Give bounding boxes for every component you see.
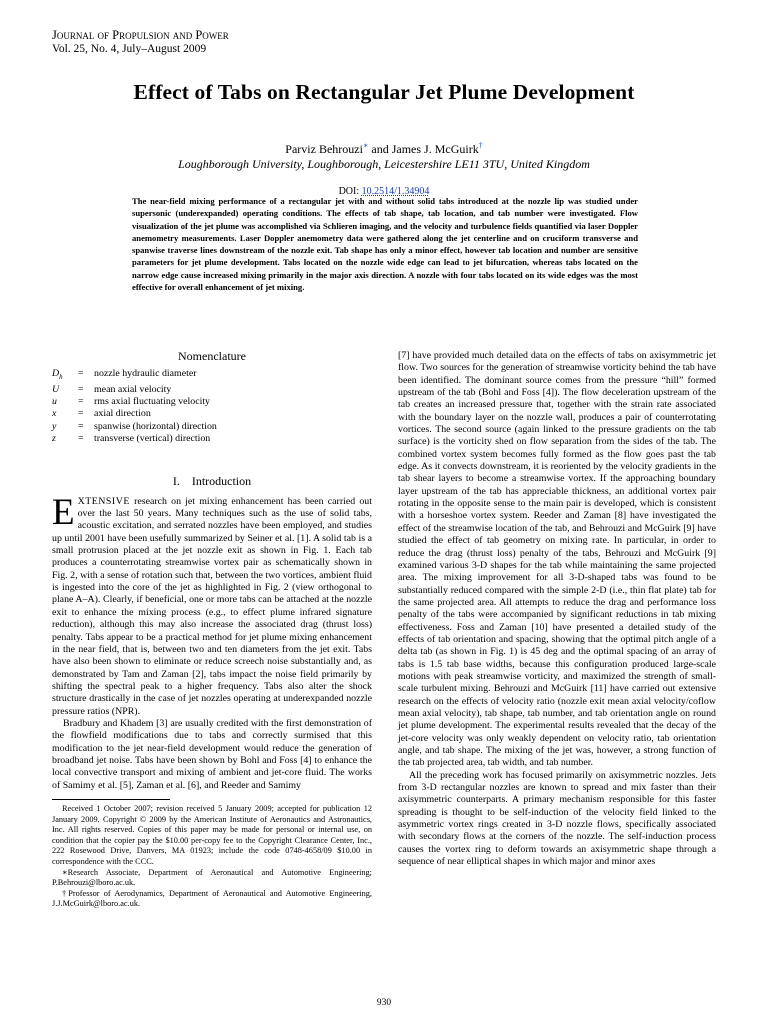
- nomenclature-row: [52, 384, 217, 396]
- nomenclature-symbol: y: [52, 420, 57, 432]
- intro-paragraph-3: [7] have provided much detailed data on the effects of tabs on axisymmetric jet flow. Two sources for the generation of streamwise vorticity behind the tab have been identified. The dominant source comes from the pressure “hill” formed upstream of the tab (Bohl and Foss [4]). The flow deceleration upstream of the tab creates an increased pressure that, together with the strain rate associated with the boundary layer on the nozzle wall, produces a pair of counterrotating vortices. The second source (again linked to the pressure gradients on the tab surface) is the vorticity shed on flow separation from the sides of the tab. The combined vortex system becomes fully formed as the flow goes past the tab edge. As it convects downstream, it is reoriented by the velocity gradients in the tab shear layers to become a streamwise vortex. If the approaching boundary layer upstream of the tab has appreciable thickness, an additional vortex pair rotating in the opposite sense to the main pair is developed, which is consistent with a horseshoe vortex system. Reeder and Zaman [8] have investigated the effect of the streamwise location of the tab, and Behrouzi and McGuirk [9] have studied the effect of tab geometry on mixing rate. In particular, in order to reduce the drag (thrust loss) penalty of the tabs, Behrouzi and McGuirk [9] examined various 3-D shapes for the tab while maintaining the same projected area. The mixing improvement for all 3-D-shaped tabs was found to be substantially reduced compared with the simple 2-D (i.e., thin flat plate) tab for the same projected area. All attempts to reduce the drag and performance loss penalty of the tabs were accompanied by significant reductions in tab mixing effectiveness. Foss and Zaman [10] have presented a detailed study of the effects of tab orientation and spacing, showing that the optimal pitch angle of a delta tab (as shown in Fig. 1) is 45 deg and the optimal spacing of an array of tabs is 1.5 tab base widths, because this configuration produced large-scale motions with peak streamwise vorticity, and maximized the strength of small-scale turbulent mixing. Behrouzi and McGuirk [11] have carried out extensive research on the effects of velocity ratio (nozzle exit mean axial velocity/coflow mean axial velocity), tab shape, tab number, and tab orientation angle on round jet plume development. The experimental results revealed that the decay of the jet-core velocity was only weakly dependent on velocity ratio, tab orientation angle, and tab shape. The mixing of the jet was, however, a strong function of the tab projected area, tab width, and tab number.: [398, 350, 716, 769]
- nomenclature-symbol: u: [52, 396, 57, 407]
- footnote-author-2: †Professor of Aerodynamics, Department of Aeronautical and Automotive Engineering, J.J.McGuirk@lboro.ac.uk.: [52, 888, 372, 909]
- author-block: [0, 138, 768, 199]
- intro-paragraph-4: All the preceding work has focused primarily on axisymmetric nozzles. Jets from 3-D rectangular nozzles are known to spread and mix faster than their axisymmetric counterparts. A primary mechanism responsible for this faster spreading is thought to be self-induction of the velocity field linked to the asymmetric vortex rings created in 3-D nozzle flows, specifically associated with secondary flows at the corners of the nozzle. The self-induction process causes the vortex ring to deform towards an axisymmetric shape through a sequence of near elliptical shapes in which major and minor axes: [398, 769, 716, 868]
- right-column: [398, 350, 716, 868]
- left-column: [52, 350, 372, 910]
- nomenclature-definition: nozzle hydraulic diameter: [94, 368, 197, 380]
- nomenclature-row: [52, 396, 217, 408]
- author-2: James J. McGuirk: [391, 142, 479, 156]
- doi-link[interactable]: 10.2514/1.34904: [361, 186, 430, 197]
- intro-paragraph-2: Bradbury and Khadem [3] are usually credited with the first demonstration of the flowfield modifications due to tabs and correctly surmised that this modification to the jet near-field development would reduce the generation of broadband jet noise. Tabs have been shown by Bohl and Foss [4] to enhance the local convective transport and mixing of ambient and jet-core fluid. The works of Samimy et al. [5], Zaman et al. [6], and Reeder and Samimy: [52, 717, 372, 791]
- nomenclature-equals: =: [78, 396, 84, 407]
- introduction-heading: I. Introduction: [172, 474, 252, 489]
- nomenclature-definition: axial direction: [94, 408, 151, 420]
- author-1: Parviz Behrouzi: [285, 142, 363, 156]
- nomenclature-heading: Nomenclature: [178, 349, 246, 363]
- author-and: and: [368, 142, 392, 156]
- nomenclature-definition: spanwise (horizontal) direction: [94, 420, 217, 432]
- nomenclature-table: [52, 368, 217, 445]
- nomenclature-row: [52, 421, 217, 433]
- paper-title: Effect of Tabs on Rectangular Jet Plume Development: [133, 80, 635, 104]
- doi-label: DOI:: [338, 186, 362, 197]
- nomenclature-equals: =: [78, 408, 84, 420]
- nomenclature-equals: =: [78, 368, 84, 380]
- abstract: The near-field mixing performance of a rectangular jet with and without solid tabs introduced at the nozzle lip was studied under supersonic (underexpanded) operating conditions. The effects of tab shape, tab location, and tab number were investigated. Flow visualization of the jet plume was accomplished via Schlieren imaging, and the velocity and turbulence fields quantified via laser Doppler anemometry measurements. Laser Doppler anemometry data were gathered along the jet centerline and on cruciform transverse and spanwise traverse lines downstream of the nozzle exit. Tab shape has only a minor effect, however tab location and number are sensitive parameters for jet plume development. Tabs located on the nozzle wide edge can lead to jet bifurcation, whereas tabs located on the narrow edge cause increased mixing primarily in the major axis direction. A nozzle with four tabs located on its wide edges was the most effective for overall enhancement of jet mixing.: [132, 196, 638, 292]
- intro-paragraph-1: [52, 491, 372, 718]
- page-number: 930: [376, 998, 392, 1008]
- nomenclature-symbol: U: [52, 383, 60, 395]
- nomenclature-equals: =: [78, 433, 84, 445]
- nomenclature-equals: =: [78, 383, 84, 395]
- nomenclature-definition: rms axial fluctuating velocity: [94, 396, 210, 407]
- journal-issue: Vol. 25, No. 4, July–August 2009: [52, 43, 207, 55]
- nomenclature-symbol: z: [52, 433, 56, 445]
- journal-name: Journal of Propulsion and Power: [52, 28, 229, 42]
- nomenclature-symbol: $D_h$: [52, 368, 63, 382]
- nomenclature-row: [52, 433, 217, 445]
- nomenclature-definition: transverse (vertical) direction: [94, 433, 211, 445]
- footnotes: [52, 804, 372, 910]
- affiliation: Loughborough University, Loughborough, Leicestershire LE11 3TU, United Kingdom: [178, 157, 590, 171]
- intro-paragraph-1-text: research on jet mixing enhancement has been carried out over the last 50 years. Many techniques such as the use of solid tabs, acoustic excitation, and serrated nozzles have been employed, and studies up until 2001 have been usefully summarized by Seiner et al. [1]. A solid tab is a small protrusion placed at the jet nozzle exit as shown in Fig. 1. Each tab produces a counterrotating streamwise vortex pair as schematically shown in Fig. 2, with a sense of rotation such that, between the two vortices, ambient fluid is ingested into the core of the jet as highlighted in Fig. 2 (view orthogonal to plane A–A). Clearly, if beneficial, one or more tabs can be attached at the nozzle exit to enhance the mixing process (e.g., to effect plume infrared signature reduction), although this may also increase the associated drag (thrust loss) penalty. Tabs appear to be a practical method for jet plume mixing enhancement in the near field, that is, between two and ten diameters from the jet exit. Tabs have also been shown to eliminate or reduce screech noise substantially and, as demonstrated by Tam and Zaman [2], tabs impact the noise field primarily by shifting the spectral peak to a higher frequency. Tabs also alter the shock structure drastically in the case of jet nozzles operating at underexpanded nozzle pressure ratios (NPR).: [52, 495, 372, 717]
- intro-lead-caps: XTENSIVE: [77, 495, 130, 507]
- nomenclature-row: [52, 368, 217, 383]
- author-line: [0, 138, 768, 157]
- drop-cap: E: [52, 491, 75, 533]
- nomenclature-row: [52, 408, 217, 420]
- author-2-footnote-link[interactable]: †: [478, 141, 483, 150]
- nomenclature-definition: mean axial velocity: [94, 383, 172, 395]
- author-1-footnote-link[interactable]: ∗: [362, 141, 369, 150]
- footnote-divider: [52, 799, 170, 800]
- nomenclature-symbol: x: [52, 408, 57, 420]
- footnote-author-1: ∗Research Associate, Department of Aeronautical and Automotive Engineering; P.Behrouzi@lboro.ac.uk.: [52, 867, 372, 888]
- footnote-received: Received 1 October 2007; revision received 5 January 2009; accepted for publication 12 January 2009. Copyright © 2009 by the American Institute of Aeronautics and Astronautics, Inc. All rights reserved. Copies of this paper may be made for personal or internal use, on condition that the copier pay the $10.00 per-copy fee to the Copyright Clearance Center, Inc., 222 Rosewood Drive, Danvers, MA 01923; include the code 0748-4658/09 $10.00 in correspondence with the CCC.: [52, 803, 372, 866]
- journal-header: [52, 28, 229, 56]
- nomenclature-equals: =: [78, 420, 84, 432]
